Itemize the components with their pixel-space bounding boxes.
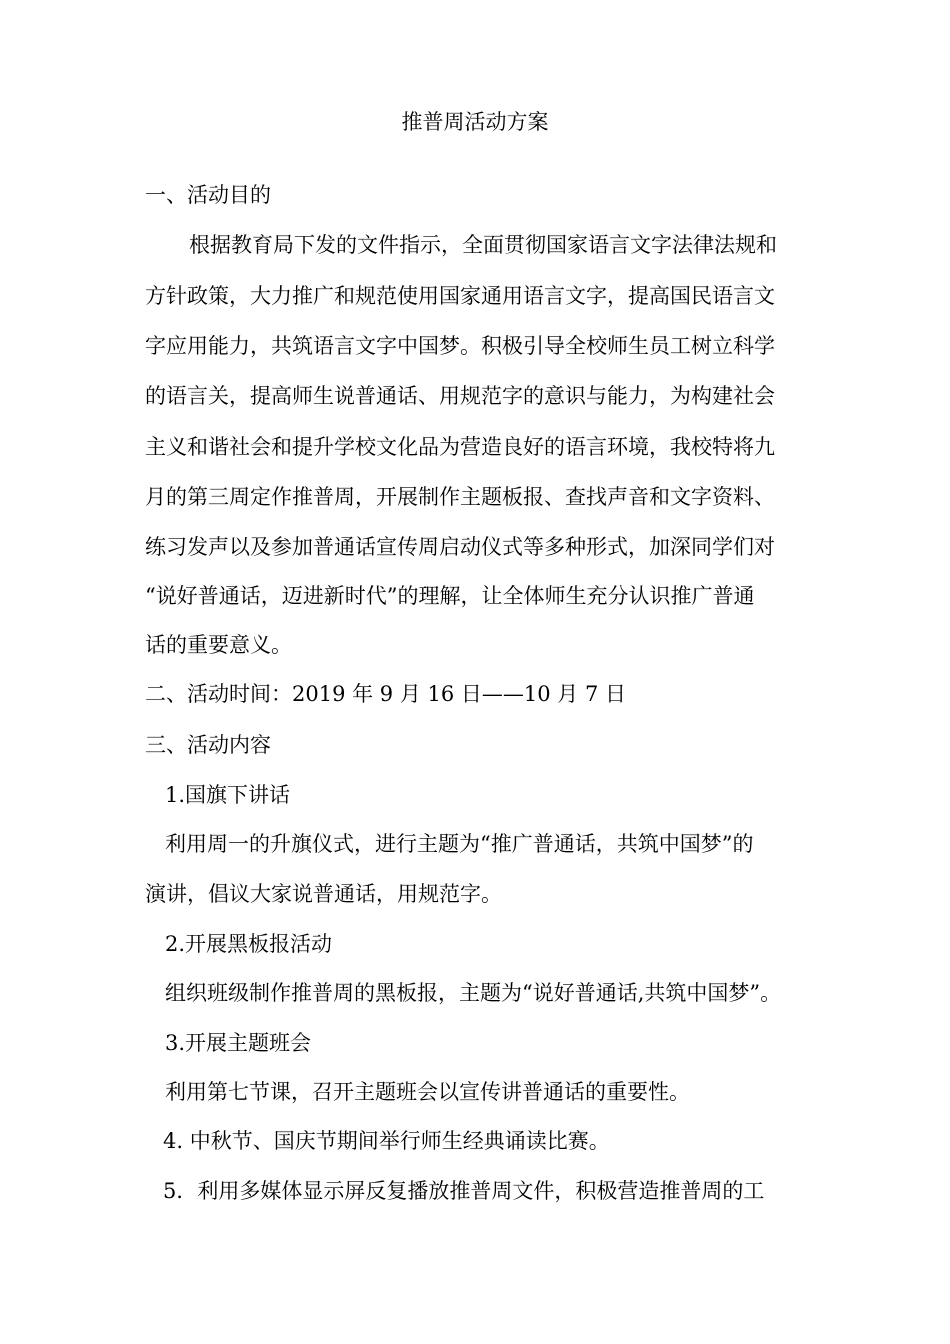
item-title: 1.国旗下讲话 (165, 783, 291, 807)
paragraph-line: 月的第三周定作推普周，开展制作主题板报、查找声音和文字资料、 (145, 485, 775, 509)
paragraph-line: “说好普通话，迈进新时代”的理解，让全体师生充分认识推广普通 (145, 584, 755, 608)
item-title: 3.开展主题班会 (165, 1031, 312, 1055)
item-title: 4. 中秋节、国庆节期间举行师生经典诵读比赛。 (163, 1129, 610, 1153)
section-heading-content: 三、活动内容 (145, 733, 271, 757)
item-line: 演讲，倡议大家说普通话，用规范字。 (145, 882, 502, 906)
document-title: 推普周活动方案 (401, 110, 549, 134)
section-heading-purpose: 一、活动目的 (145, 183, 271, 207)
paragraph-line: 根据教育局下发的文件指示，全面贯彻国家语言文字法律法规和 (189, 233, 777, 257)
item-line: 利用第七节课，召开主题班会以宣传讲普通话的重要性。 (165, 1080, 690, 1104)
section-heading-time: 二、活动时间：2019 年 9 月 16 日——10 月 7 日 (145, 682, 627, 706)
paragraph-line: 方针政策，大力推广和规范使用国家通用语言文字，提高国民语言文 (145, 284, 775, 308)
paragraph-line: 主义和谐社会和提升学校文化品为营造良好的语言环境，我校特将九 (145, 435, 775, 459)
paragraph-line: 字应用能力，共筑语言文字中国梦。积极引导全校师生员工树立科学 (145, 334, 775, 358)
paragraph-line: 的语言关，提高师生说普通话、用规范字的意识与能力，为构建社会 (145, 384, 775, 408)
paragraph-line: 练习发声以及参加普通话宣传周启动仪式等多种形式，加深同学们对 (145, 535, 775, 559)
item-title: 5．利用多媒体显示屏反复播放推普周文件，积极营造推普周的工 (163, 1179, 765, 1203)
paragraph-line: 话的重要意义。 (145, 633, 292, 657)
item-title: 2.开展黑板报活动 (165, 932, 333, 956)
item-line: 利用周一的升旗仪式，进行主题为“推广普通话，共筑中国梦”的 (165, 832, 754, 856)
item-line: 组织班级制作推普周的黑板报，主题为“说好普通话,共筑中国梦”。 (165, 981, 782, 1005)
